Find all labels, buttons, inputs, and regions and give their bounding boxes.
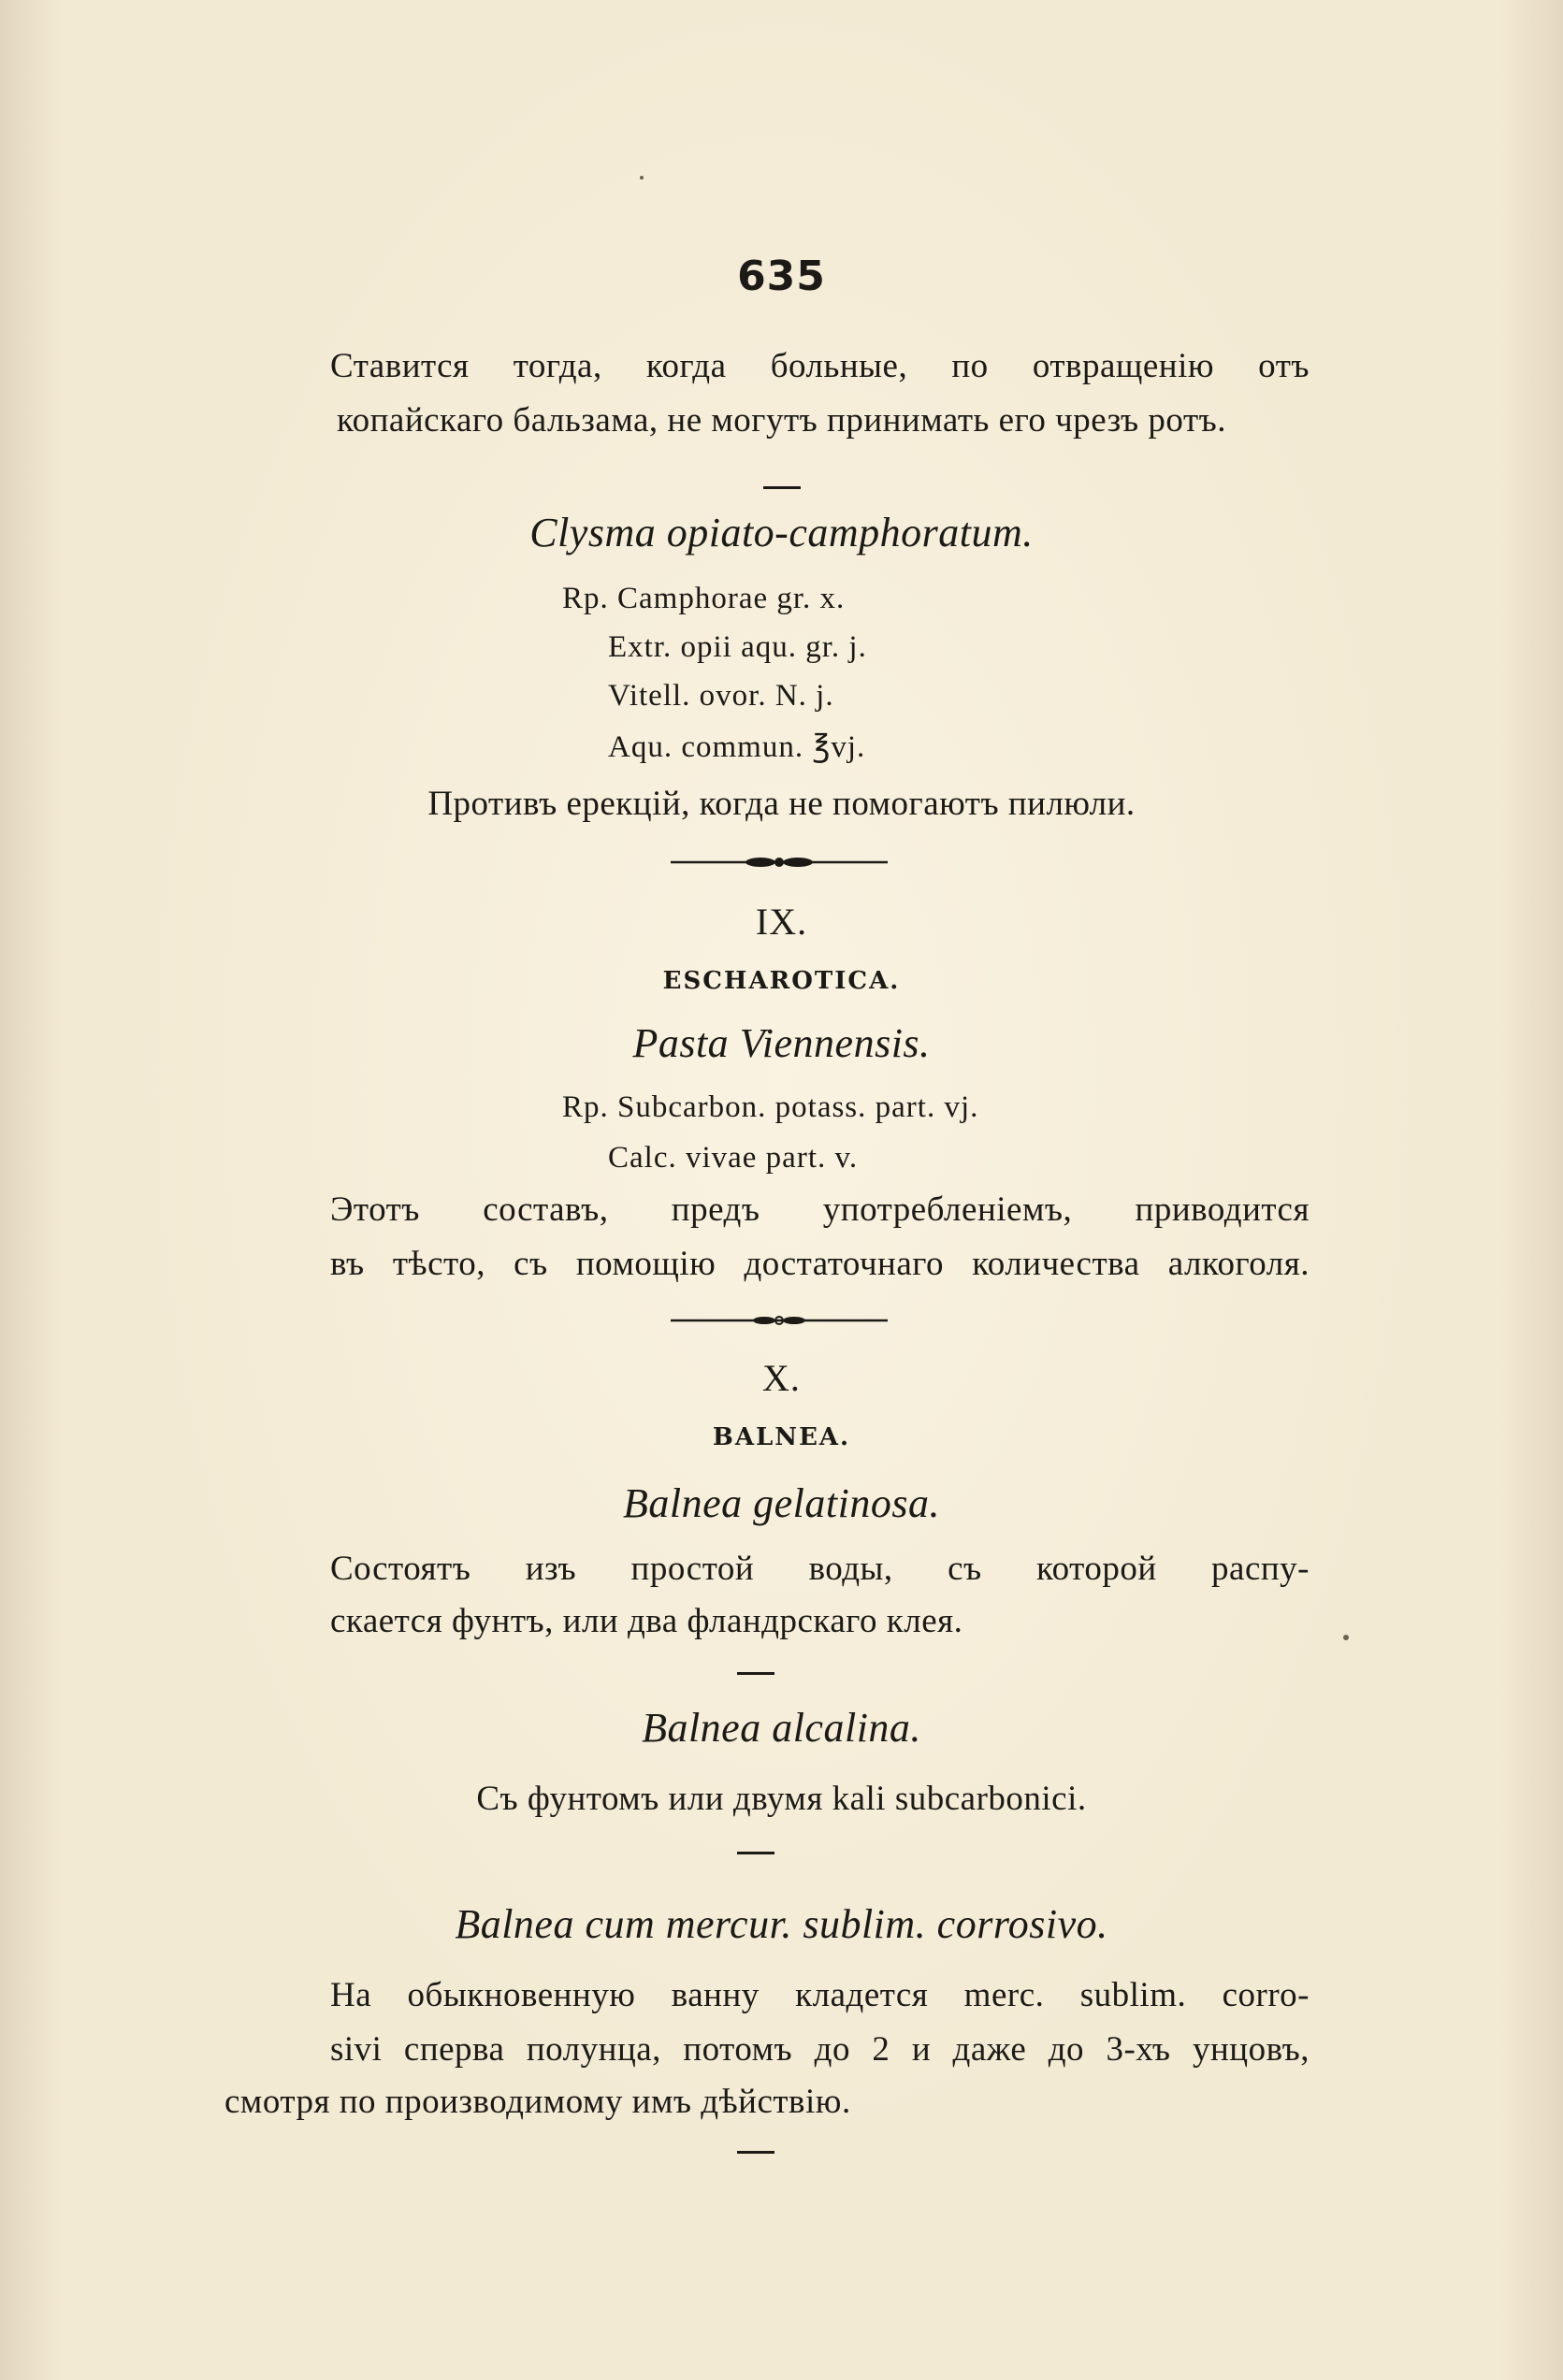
separator-dash xyxy=(763,486,801,489)
recipe-line: Rp. Subcarbon. potass. part. vj. xyxy=(562,1090,979,1124)
ornament-divider xyxy=(667,851,891,873)
paragraph-line: Ставится тогда, когда больные, по отвращенію отъ xyxy=(330,347,1310,385)
section-number: IX. xyxy=(755,901,808,943)
paragraph-line: На обыкновенную ванну кладется merc. sublim. corro- xyxy=(330,1976,1310,2014)
paper-speck xyxy=(1343,1635,1349,1640)
paragraph-line: Состоятъ изъ простой воды, съ которой распу- xyxy=(330,1550,1310,1588)
section-heading: ESCHAROTICA. xyxy=(662,967,901,995)
recipe-line: Extr. opii aqu. gr. j. xyxy=(608,630,867,664)
paragraph-line: Съ фунтомъ или двумя kali subcarbonici. xyxy=(476,1780,1087,1818)
recipe-title: Pasta Viennensis. xyxy=(632,1020,931,1066)
recipe-line: Calc. vivae part. v. xyxy=(608,1141,859,1175)
ornament-divider xyxy=(667,1309,891,1332)
paragraph-line: скается фунтъ, или два фландрскаго клея. xyxy=(330,1602,963,1640)
separator-dash xyxy=(737,1852,774,1854)
recipe-line: Rp. Camphorae gr. x. xyxy=(562,582,846,615)
paragraph-line: копайскаго бальзама, не могутъ принимать его чрезъ ротъ. xyxy=(337,401,1226,440)
recipe-line: Vitell. ovor. N. j. xyxy=(608,679,834,713)
usage-text: Противъ ерекцій, когда не помогаютъ пилюли. xyxy=(427,785,1136,823)
section-number: X. xyxy=(762,1357,801,1399)
separator-dash xyxy=(737,2151,774,2154)
paragraph-line: sivi сперва полунца, потомъ до 2 и даже до 3-хъ унцовъ, xyxy=(330,2030,1310,2069)
paper-speck xyxy=(640,176,644,180)
recipe-title: Balnea gelatinosa. xyxy=(623,1480,940,1526)
recipe-title: Clysma opiato-camphoratum. xyxy=(529,510,1034,555)
section-heading: BALNEA. xyxy=(712,1423,851,1451)
recipe-title: Balnea cum mercur. sublim. corrosivo. xyxy=(455,1901,1108,1947)
page-number: 635 xyxy=(737,252,826,300)
recipe-line: Aqu. commun. ℥vj. xyxy=(608,730,866,764)
paragraph-line: Этотъ составъ, предъ употребленіемъ, приводится xyxy=(330,1190,1310,1229)
paragraph-line: въ тѣсто, съ помощію достаточнаго количества алкоголя. xyxy=(330,1245,1310,1283)
paragraph-line: смотря по производимому имъ дѣйствію. xyxy=(224,2083,851,2121)
recipe-title: Balnea alcalina. xyxy=(642,1705,921,1751)
separator-dash xyxy=(737,1672,774,1675)
